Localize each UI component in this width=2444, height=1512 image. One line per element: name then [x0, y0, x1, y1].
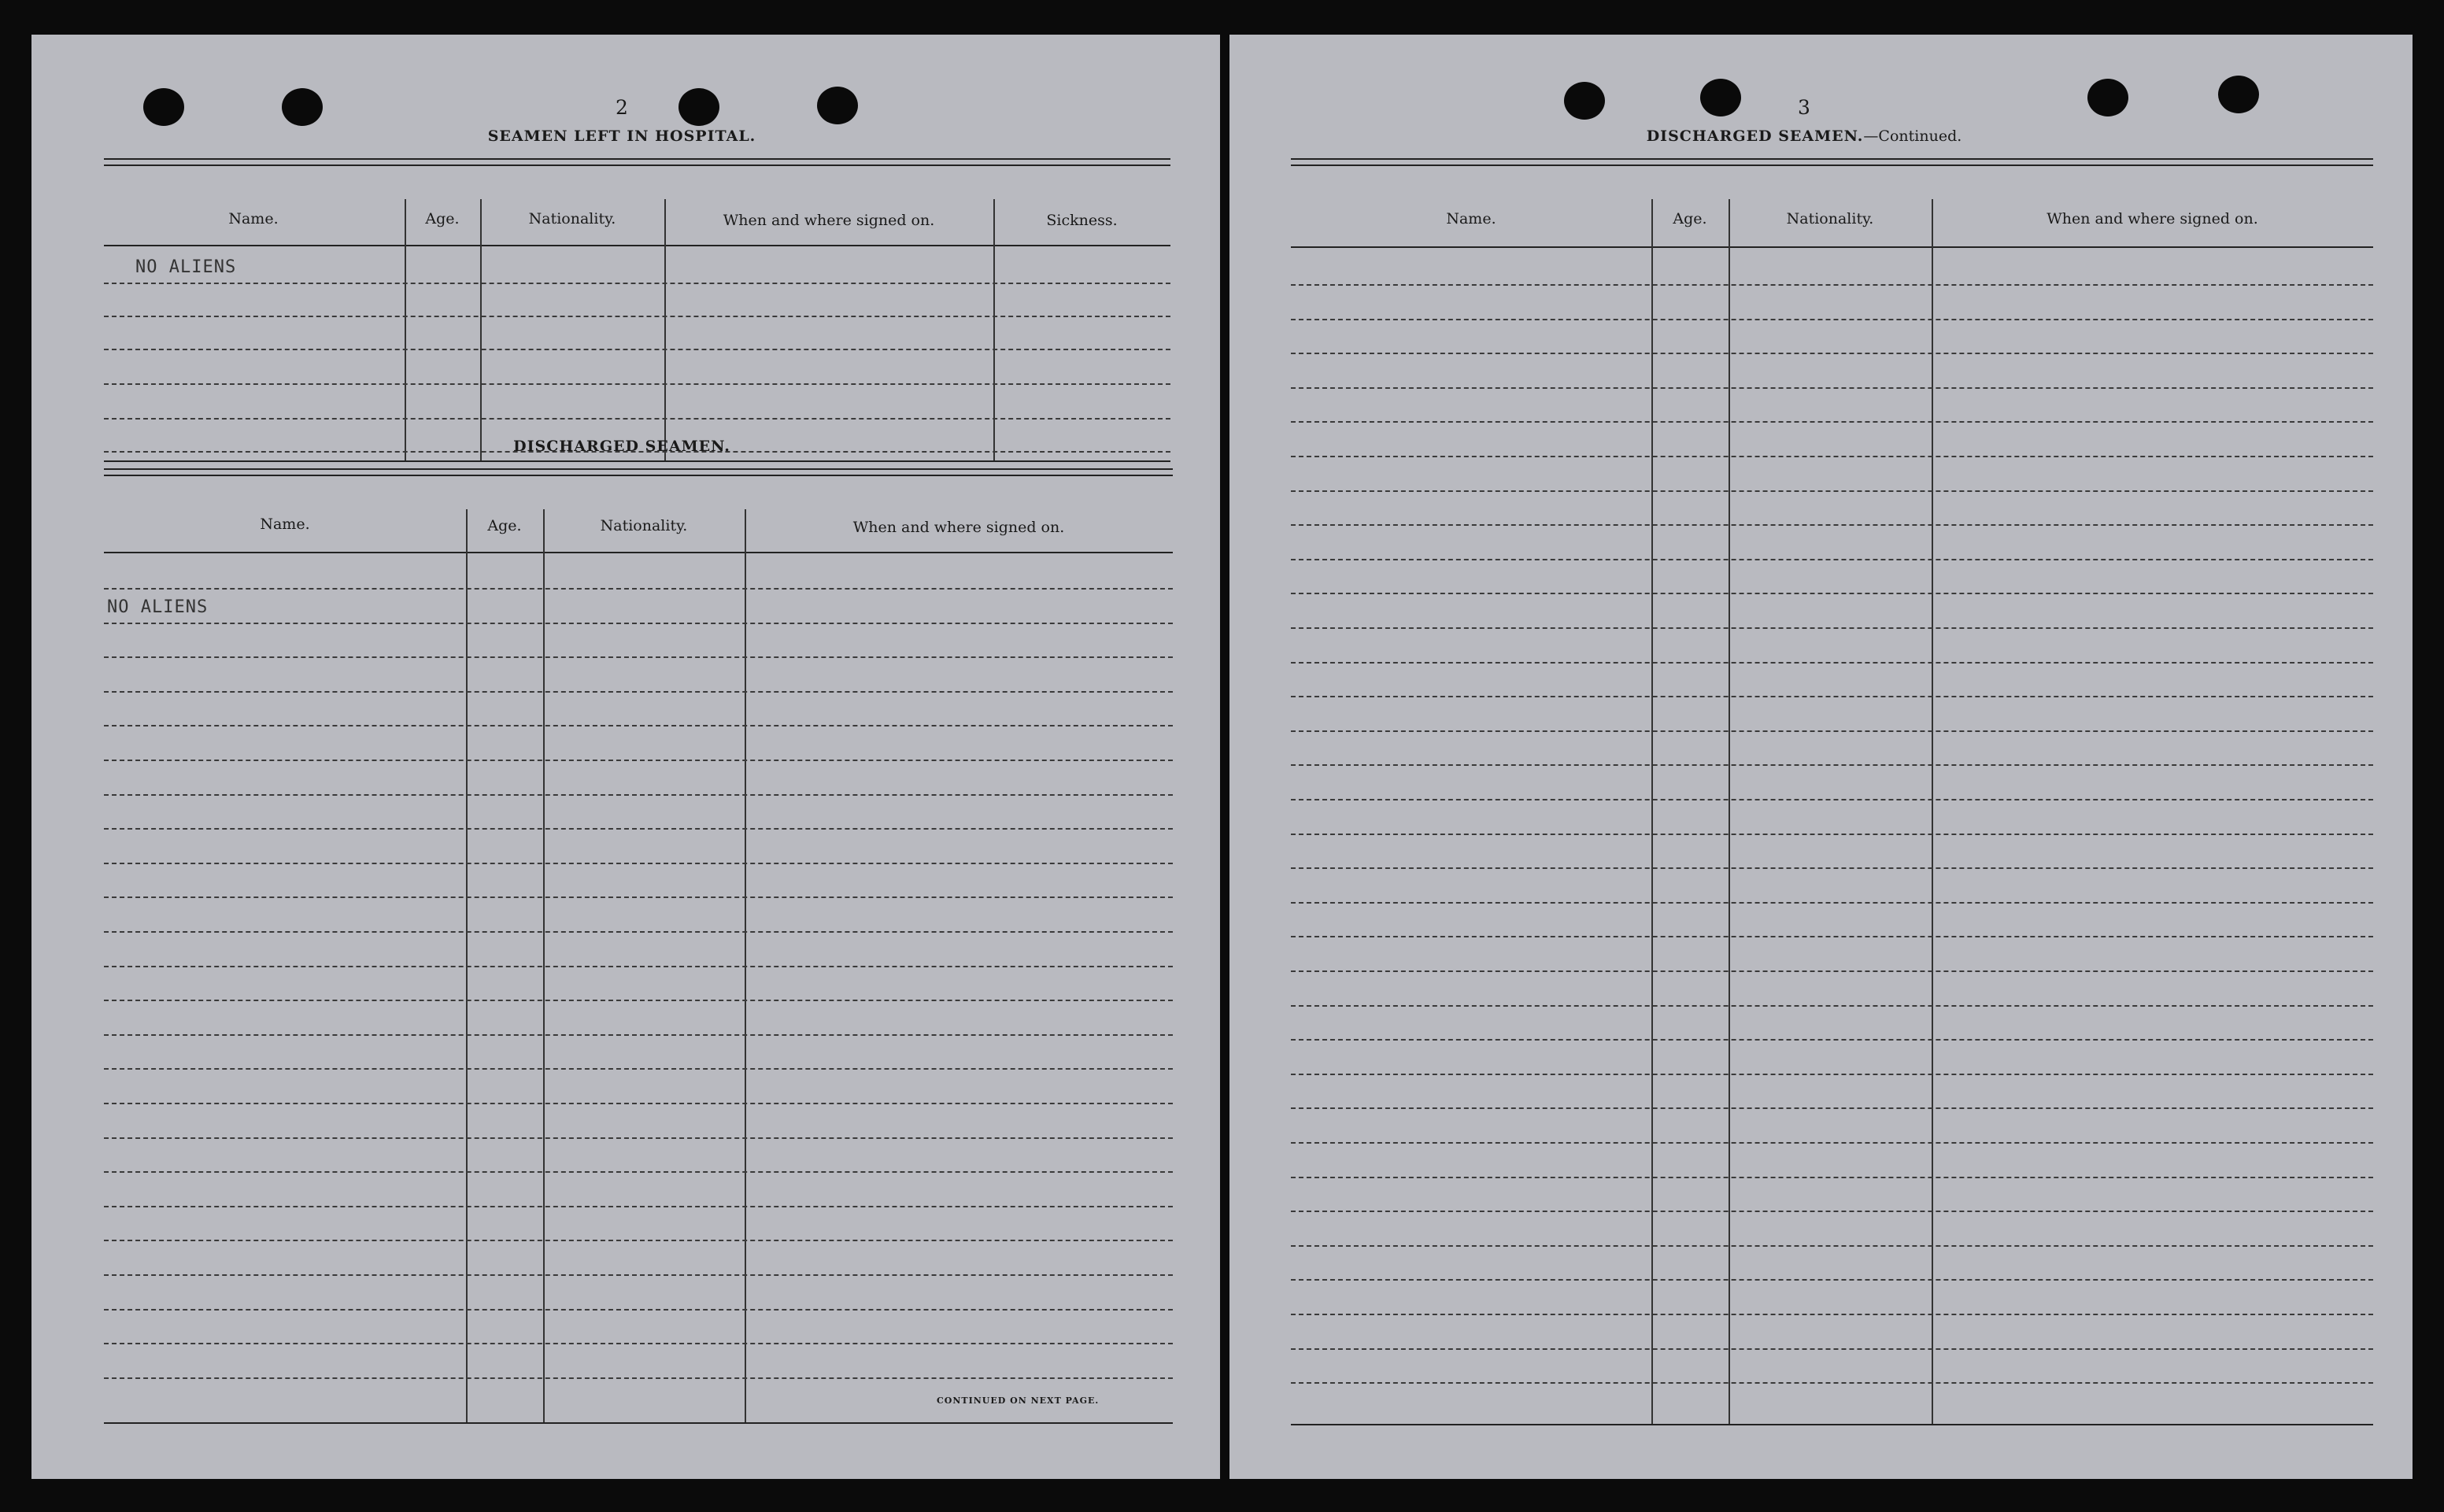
ruled-line — [104, 863, 1173, 864]
ruled-line — [1291, 936, 2373, 937]
punch-hole — [143, 88, 184, 126]
ruled-line — [1291, 490, 2373, 492]
col-when-where: When and where signed on. — [2047, 210, 2258, 227]
ruled-line — [104, 794, 1173, 796]
continued-note: CONTINUED ON NEXT PAGE. — [937, 1396, 1100, 1406]
ruled-line — [1291, 1211, 2373, 1212]
discharged-table — [104, 468, 1173, 1429]
discharged-section-title: DISCHARGED SEAMEN. — [513, 438, 730, 455]
ruled-line — [1291, 1314, 2373, 1315]
discharged-continued-title — [1639, 128, 1969, 145]
col-age: Age. — [425, 210, 460, 227]
ruled-line — [104, 1171, 1173, 1173]
ruled-line — [104, 1240, 1173, 1241]
ruled-line — [104, 896, 1173, 898]
ruled-line — [1291, 353, 2373, 354]
ruled-line — [1291, 387, 2373, 389]
ruled-line — [104, 828, 1173, 830]
ruled-line — [104, 691, 1173, 693]
page-number: 2 — [616, 96, 628, 119]
col-nationality: Nationality. — [1786, 210, 1874, 227]
ruled-line — [1291, 1039, 2373, 1041]
ruled-line — [1291, 1107, 2373, 1109]
ruled-line — [1291, 1382, 2373, 1384]
ruled-line — [1291, 662, 2373, 664]
ruled-line — [1291, 1279, 2373, 1281]
col-age: Age. — [1673, 210, 1707, 227]
ruled-line — [104, 1206, 1173, 1207]
ruled-line — [1291, 627, 2373, 629]
left-page — [31, 35, 1220, 1479]
ruled-line — [104, 931, 1173, 933]
ruled-line — [104, 656, 1173, 658]
ruled-line — [1291, 902, 2373, 904]
punch-hole — [817, 87, 858, 124]
col-name: Name. — [260, 516, 310, 533]
ruled-line — [1291, 421, 2373, 423]
discharged-continued-table — [1291, 158, 2373, 1433]
ruled-line — [104, 725, 1173, 726]
ruled-line — [104, 623, 1173, 624]
ruled-line — [1291, 1177, 2373, 1178]
ruled-line — [104, 1068, 1173, 1070]
col-name: Name. — [228, 210, 279, 227]
ruled-line — [104, 588, 1173, 590]
ruled-line — [1291, 1074, 2373, 1075]
ruled-line — [1291, 730, 2373, 732]
ruled-line — [1291, 799, 2373, 800]
col-age: Age. — [487, 517, 522, 534]
col-nationality: Nationality. — [600, 517, 688, 534]
ruled-line — [104, 1274, 1173, 1276]
ruled-line — [104, 1103, 1173, 1104]
ruled-line — [104, 1309, 1173, 1311]
punch-hole — [678, 88, 719, 126]
hospital-section-title: SEAMEN LEFT IN HOSPITAL. — [487, 128, 756, 145]
ruled-line — [1291, 593, 2373, 594]
ruled-line — [1291, 284, 2373, 286]
ruled-line — [1291, 319, 2373, 320]
ruled-line — [1291, 524, 2373, 526]
col-name: Name. — [1446, 210, 1496, 227]
punch-hole — [1564, 82, 1605, 120]
hospital-table — [104, 158, 1170, 465]
ruled-line — [1291, 764, 2373, 766]
title-main: DISCHARGED SEAMEN. — [1646, 128, 1864, 145]
ruled-line — [104, 1377, 1173, 1379]
ruled-line — [1291, 970, 2373, 972]
ruled-line — [1291, 1005, 2373, 1007]
col-sickness: Sickness. — [1046, 212, 1118, 229]
ruled-line — [1291, 1142, 2373, 1144]
discharged-entry: NO ALIENS — [107, 597, 209, 617]
punch-hole — [282, 88, 323, 126]
punch-hole — [2087, 79, 2128, 116]
title-suffix: —Continued. — [1863, 128, 1962, 145]
ruled-line — [1291, 559, 2373, 560]
ruled-line — [104, 760, 1173, 761]
ruled-line — [1291, 456, 2373, 457]
right-page — [1229, 35, 2413, 1479]
ruled-line — [1291, 1348, 2373, 1350]
col-when-where: When and where signed on. — [723, 212, 935, 229]
punch-hole — [2218, 76, 2259, 113]
ruled-line — [104, 1000, 1173, 1001]
ruled-line — [104, 966, 1173, 967]
ruled-line — [1291, 1245, 2373, 1247]
hospital-entry: NO ALIENS — [135, 257, 237, 277]
ruled-line — [104, 1034, 1173, 1036]
ruled-line — [104, 1137, 1173, 1139]
ruled-line — [1291, 867, 2373, 869]
col-nationality: Nationality. — [528, 210, 616, 227]
punch-hole — [1700, 79, 1741, 116]
page-number: 3 — [1798, 96, 1810, 119]
ruled-line — [1291, 696, 2373, 697]
col-when-where: When and where signed on. — [852, 519, 1065, 536]
ruled-line — [1291, 834, 2373, 835]
ruled-line — [104, 1343, 1173, 1344]
